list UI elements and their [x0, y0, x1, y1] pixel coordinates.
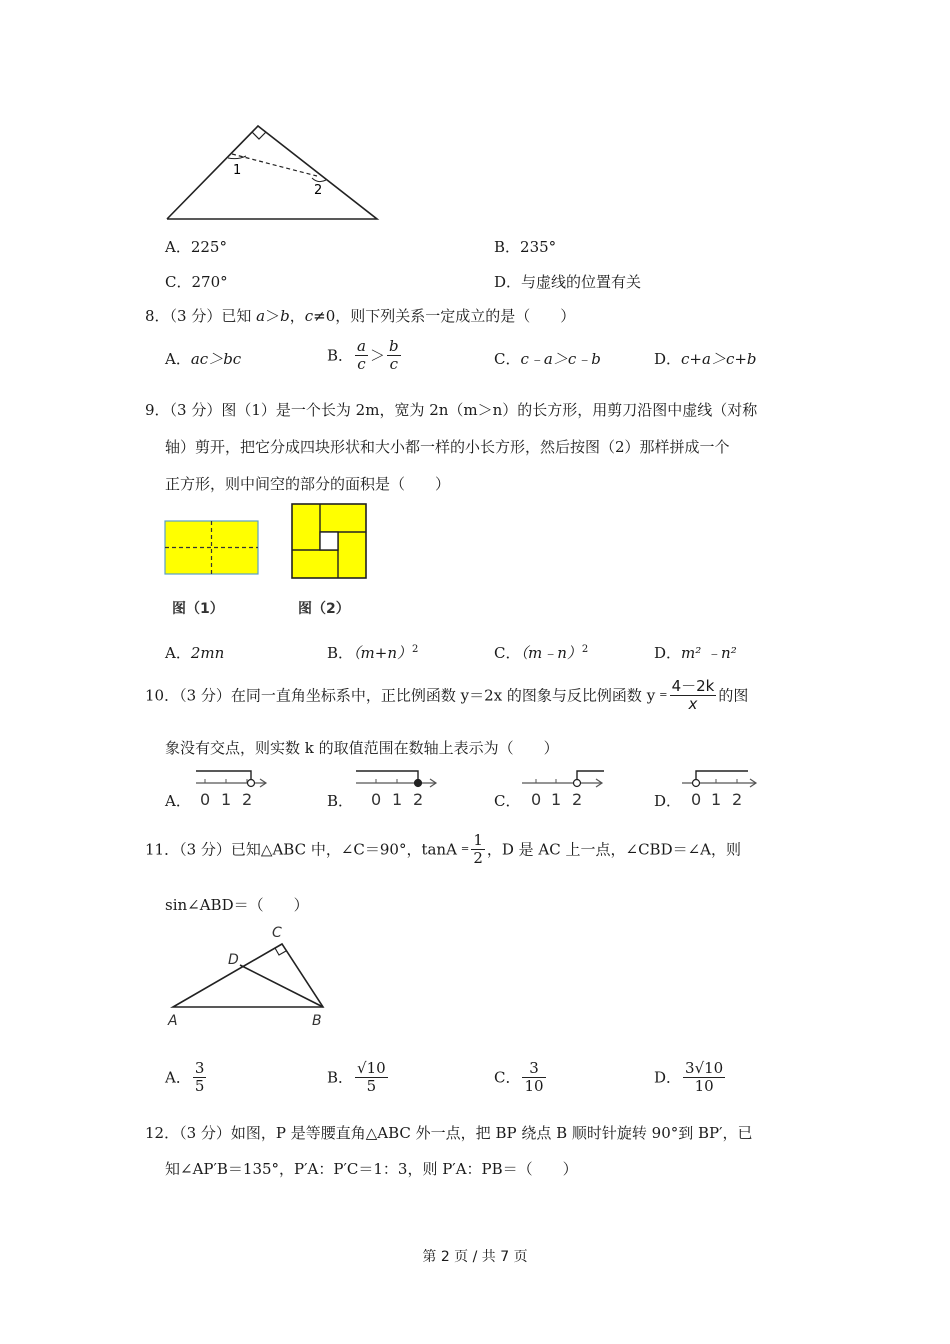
q11-stem-line2: sin∠ABD＝（ ）	[165, 896, 309, 914]
q7-option-a[interactable]: A．225°	[165, 238, 227, 256]
q10-stem-line2: 象没有交点，则实数 k 的取值范围在数轴上表示为（ ）	[165, 739, 559, 757]
q9-option-d[interactable]: D．m² ﹣n²	[654, 644, 737, 662]
q8-option-c[interactable]: C．c﹣a＞c﹣b	[494, 350, 601, 368]
q9-stem-line3: 正方形，则中间空的部分的面积是（ ）	[165, 475, 451, 493]
q11-option-a[interactable]: A． $\frac{3}{5}$	[165, 1059, 205, 1095]
svg-text:B: B	[312, 1013, 322, 1029]
q7-option-c[interactable]: C．270°	[165, 273, 228, 291]
q11-stem-line1: 11．（3 分）已知△ABC 中，∠C＝90°，tanA = $\frac{1}{2}$ ，D 是 AC 上一点，∠CBD＝∠A，则	[145, 831, 741, 867]
svg-text:0: 0	[691, 790, 702, 809]
q10-option-b-numberline[interactable]	[352, 766, 442, 810]
q8-stem: 8．（3 分）已知 a＞b，c≠0，则下列关系一定成立的是（ ）	[145, 307, 576, 325]
q10-option-c-numberline[interactable]	[518, 766, 608, 810]
page-footer: 第 2 页 / 共 7 页	[422, 1249, 528, 1265]
q11-triangle-figure	[160, 920, 340, 1032]
q9-stem-line2: 轴）剪开，把它分成四块形状和大小都一样的小长方形，然后按图（2）那样拼成一个	[165, 438, 730, 456]
q8-option-d[interactable]: D．c+a＞c+b	[654, 350, 757, 368]
q10-option-a-numberline[interactable]	[192, 766, 272, 810]
q10-option-b-label[interactable]: B．	[327, 792, 354, 810]
q11-option-b[interactable]: B． $\frac{√10}{5}$	[327, 1059, 386, 1095]
svg-text:1: 1	[221, 790, 232, 809]
q10-option-d-numberline[interactable]	[678, 766, 763, 810]
q9-figure1-caption: 图（1）	[172, 601, 224, 617]
q10-stem-line1: 10．（3 分）在同一直角坐标系中，正比例函数 y＝2x 的图象与反比例函数 y = $\frac{4-2k}{x}$ 的图	[145, 677, 749, 713]
q10-option-c-label[interactable]: C．	[494, 792, 521, 810]
svg-text:2: 2	[242, 790, 253, 809]
q11-option-c[interactable]: C． $\frac{3}{10}$	[494, 1059, 544, 1095]
svg-text:A: A	[168, 1013, 178, 1029]
svg-text:2: 2	[732, 790, 743, 809]
q12-stem-line2: 知∠AP′B＝135°，P′A：P′C＝1：3，则 P′A：PB＝（ ）	[165, 1160, 578, 1178]
svg-text:0: 0	[531, 790, 542, 809]
svg-text:0: 0	[371, 790, 382, 809]
angle-2-label: 2	[314, 183, 323, 198]
q11-option-d[interactable]: D． $\frac{3√10}{10}$	[654, 1059, 724, 1095]
q10-option-d-label[interactable]: D．	[654, 792, 682, 810]
q7-option-b[interactable]: B．235°	[494, 238, 557, 256]
q10-option-a-label[interactable]: A．	[165, 792, 191, 810]
q8-option-b[interactable]: B． $\frac{a}{c}$ ＞ $\frac{b}{c}$	[327, 337, 399, 373]
svg-text:1: 1	[711, 790, 722, 809]
angle-1-label: 1	[233, 163, 242, 178]
svg-text:C: C	[272, 925, 282, 941]
svg-text:0: 0	[200, 790, 211, 809]
q7-option-d[interactable]: D．与虚线的位置有关	[494, 273, 642, 291]
svg-text:1: 1	[392, 790, 403, 809]
svg-text:1: 1	[551, 790, 562, 809]
q9-figure1-rectangle	[164, 520, 260, 576]
q9-option-b[interactable]: B．$(m+n)^2$	[327, 644, 419, 662]
svg-text:D: D	[228, 952, 239, 968]
q9-figure2-caption: 图（2）	[298, 601, 350, 617]
q12-stem-line1: 12．（3 分）如图，P 是等腰直角△ABC 外一点，把 BP 绕点 B 顺时针旋转 90°到 BP′，已	[145, 1124, 753, 1142]
q9-option-c[interactable]: C．（m﹣n）$^2$	[494, 644, 589, 662]
q9-option-a[interactable]: A．2mn	[165, 644, 225, 662]
q9-figure2-square	[290, 502, 368, 580]
q7-triangle-figure	[160, 118, 385, 226]
svg-text:2: 2	[572, 790, 583, 809]
q8-option-a[interactable]: A．ac＞bc	[165, 350, 242, 368]
q9-stem-line1: 9．（3 分）图（1）是一个长为 2m，宽为 2n（m＞n）的长方形，用剪刀沿图中虚线（对称	[145, 401, 758, 419]
svg-text:2: 2	[413, 790, 424, 809]
